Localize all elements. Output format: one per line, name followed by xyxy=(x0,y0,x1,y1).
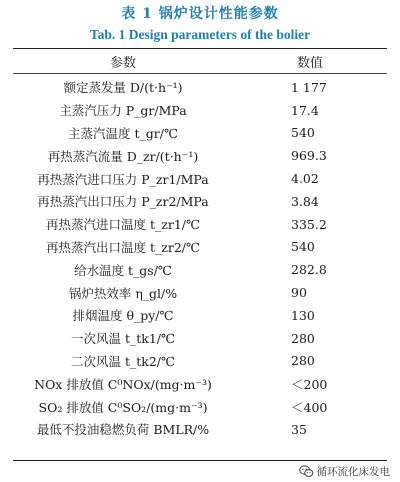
watermark-text: 循环流化床发电 xyxy=(316,466,390,478)
param-cell: SO₂ 排放值 C⁰SO₂/(mg·m⁻³) xyxy=(38,399,208,415)
param-cell: 主蒸汽温度 t_gr/℃ xyxy=(68,125,178,141)
table-row xyxy=(13,122,387,145)
param-cell: 一次风温 t_tk1/℃ xyxy=(71,331,175,347)
param-cell: 锅炉热效率 η_gl/% xyxy=(68,285,178,301)
table-row xyxy=(13,350,387,373)
value-cell: 4.02 xyxy=(291,171,319,187)
table-row xyxy=(13,418,387,441)
value-cell: 969.3 xyxy=(291,148,327,164)
wechat-icon xyxy=(299,465,314,478)
param-cell: 再热蒸汽进口压力 P_zr1/MPa xyxy=(37,171,209,187)
value-cell: 17.4 xyxy=(291,102,319,118)
param-cell: NOx 排放值 C⁰NOx/(mg·m⁻³) xyxy=(34,376,212,392)
table-header-row xyxy=(13,50,387,72)
table-row xyxy=(13,76,387,99)
value-cell: 1 177 xyxy=(291,79,327,95)
header-value: 数值 xyxy=(296,55,323,71)
param-cell: 再热蒸汽出口压力 P_zr2/MPa xyxy=(37,194,209,210)
value-cell: 130 xyxy=(291,307,315,323)
value-cell: 90 xyxy=(291,285,307,301)
table-bottom-rule xyxy=(13,460,387,461)
value-cell: 335.2 xyxy=(291,216,327,232)
param-cell: 最低不投油稳燃负荷 BMLR/% xyxy=(36,422,210,438)
value-cell: 540 xyxy=(291,239,315,255)
table-row xyxy=(13,99,387,122)
table-row xyxy=(13,372,387,395)
value-cell: 35 xyxy=(291,421,307,437)
param-cell: 再热蒸汽进口温度 t_zr1/℃ xyxy=(46,217,200,233)
table-row xyxy=(13,236,387,259)
table-top-rule xyxy=(13,48,387,49)
table-row xyxy=(13,167,387,190)
value-cell: ＜400 xyxy=(291,399,328,415)
param-cell: 再热蒸汽流量 D_zr/(t·h⁻¹) xyxy=(47,148,199,164)
watermark xyxy=(299,464,391,479)
param-cell: 主蒸汽压力 P_gr/MPa xyxy=(59,103,187,119)
param-cell: 给水温度 t_gs/℃ xyxy=(74,262,172,278)
table-row xyxy=(13,258,387,281)
value-cell: 280 xyxy=(291,353,315,369)
table-caption-cn: 表 1 锅炉设计性能参数 xyxy=(121,6,279,22)
table-row xyxy=(13,190,387,213)
table-caption-en: Tab. 1 Design parameters of the bolier xyxy=(89,27,311,42)
header-param: 参数 xyxy=(109,55,136,71)
table-row xyxy=(13,144,387,167)
table-row xyxy=(13,327,387,350)
value-cell: 280 xyxy=(291,330,315,346)
value-cell: 282.8 xyxy=(291,262,327,278)
param-cell: 二次风温 t_tk2/℃ xyxy=(71,353,175,369)
table-header-rule xyxy=(13,73,387,74)
table-row xyxy=(13,281,387,304)
param-cell: 额定蒸发量 D/(t·h⁻¹) xyxy=(63,80,183,96)
table-row xyxy=(13,395,387,418)
value-cell: 3.84 xyxy=(291,193,319,209)
value-cell: 540 xyxy=(291,125,315,141)
param-cell: 再热蒸汽出口温度 t_zr2/℃ xyxy=(46,239,200,255)
param-cell: 排烟温度 θ_py/℃ xyxy=(72,308,174,324)
table-row xyxy=(13,213,387,236)
value-cell: ＜200 xyxy=(291,376,328,392)
table-row xyxy=(13,304,387,327)
table-body xyxy=(13,76,387,441)
